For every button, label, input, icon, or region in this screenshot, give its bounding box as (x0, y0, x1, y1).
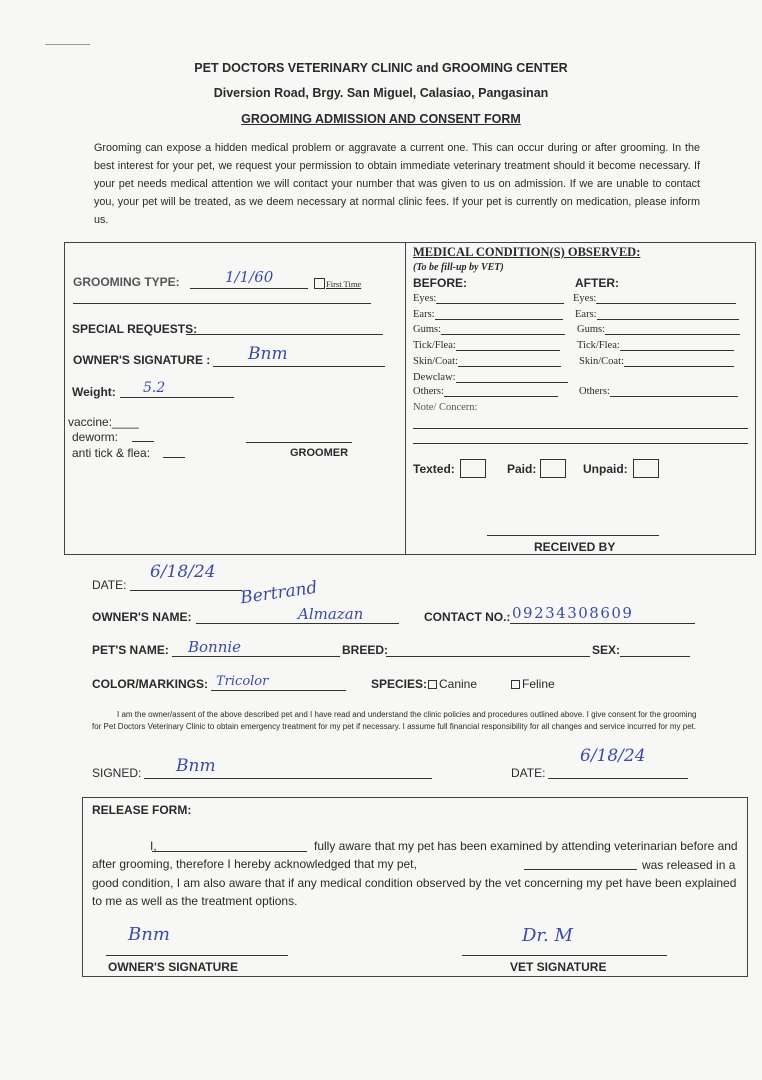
before-gums: Gums: (413, 324, 565, 335)
after-ears: Ears: (575, 309, 739, 320)
canine-checkbox[interactable] (428, 680, 437, 689)
medical-condition-subtitle: (To be fill-up by VET) (413, 262, 504, 273)
signed-value: Bnm (176, 756, 216, 776)
note-line-1[interactable] (413, 428, 748, 429)
signed-label: SIGNED: (92, 766, 142, 780)
received-by-line[interactable] (487, 535, 659, 536)
intro-paragraph: Grooming can expose a hidden medical problem or aggravate a current one. This can occur during or after grooming. In the best interest for your pet, we request your permission to obtain immediate veterinary treatment should it become necessary. If your pet needs medical attention we will contact your number that was given to us on admission. If we are unable to contact you, your pet will be treated, as we deem necessary at normal clinic fees. If your pet is currently on medication, please inform us. (94, 142, 700, 226)
contact-label: CONTACT NO.: (424, 610, 511, 624)
owner-signature-field[interactable] (213, 366, 385, 367)
release-text-2: was released in a good condition, I am also aware that if any medical condition observed by the vet concerning my pet have been explained to me as well as the treatment options. (92, 858, 737, 908)
before-skin-coat-field[interactable] (458, 366, 561, 367)
after-gums-field[interactable] (605, 334, 740, 335)
weight-field[interactable] (120, 397, 234, 398)
pet-name-field[interactable] (172, 656, 340, 657)
date-field[interactable] (130, 590, 242, 591)
weight-label: Weight: (72, 385, 116, 399)
after-eyes-field[interactable] (596, 303, 736, 304)
clinic-name: PET DOCTORS VETERINARY CLINIC and GROOMING CENTER (194, 61, 568, 75)
owner-release-signature-label: OWNER'S SIGNATURE (108, 960, 238, 974)
consent-date-field[interactable] (548, 778, 688, 779)
after-gums: Gums: (577, 324, 740, 335)
breed-label: BREED: (342, 643, 389, 657)
consent-date-value: 6/18/24 (580, 746, 646, 766)
before-skin-coat: Skin/Coat: (413, 356, 561, 367)
consent-text: I am the owner/assent of the above described pet and I have read and understand the clinic policies and procedures outlined above. I give consent for the grooming for Pet Doctors Veterinary Clinic to obtain emergency treatment for my pet if necessary. I assume full financial responsibility for all changes and service incurred for my pet. (92, 710, 697, 731)
first-time-label: First Time (326, 279, 362, 289)
species-label: SPECIES: (371, 677, 428, 691)
before-tick-flea-field[interactable] (456, 350, 560, 351)
before-gums-field[interactable] (441, 334, 565, 335)
unpaid-label: Unpaid: (583, 462, 628, 476)
before-eyes: Eyes: (413, 293, 564, 304)
box-divider (405, 242, 406, 554)
feline-checkbox[interactable] (511, 680, 520, 689)
weight-value: 5.2 (143, 380, 166, 396)
contact-value: 09234308609 (512, 604, 634, 622)
before-tick-flea: Tick/Flea: (413, 340, 560, 351)
vet-signature-value: Dr. M (522, 925, 573, 946)
texted-checkbox[interactable] (460, 459, 486, 478)
unpaid-checkbox[interactable] (633, 459, 659, 478)
after-tick-flea: Tick/Flea: (577, 340, 734, 351)
owner-release-signature-value: Bnm (128, 924, 170, 945)
before-ears: Ears: (413, 309, 563, 320)
dewclaw: Dewclaw: (413, 372, 568, 383)
owner-release-signature-line[interactable] (106, 955, 288, 956)
vaccine-label: vaccine:____ (68, 415, 139, 429)
date-label: DATE: (92, 578, 127, 592)
color-markings-label: COLOR/MARKINGS: (92, 677, 208, 691)
sex-label: SEX: (592, 643, 621, 657)
release-i-label: I, (150, 839, 157, 853)
after-tick-flea-field[interactable] (620, 350, 734, 351)
medical-condition-title: MEDICAL CONDITION(S) OBSERVED: (413, 245, 641, 259)
owner-name-correction: Bertrand (238, 577, 319, 609)
owner-signature-label: OWNER'S SIGNATURE : (73, 353, 211, 367)
signed-field[interactable] (144, 778, 432, 779)
others-after: Others: (579, 386, 738, 397)
deworm-label: deworm: (72, 430, 119, 444)
grooming-type-field[interactable] (190, 288, 308, 289)
dewclaw-field[interactable] (456, 382, 568, 383)
anti-tick-field[interactable] (163, 457, 185, 458)
groomer-line (246, 442, 352, 443)
others-before-field[interactable] (444, 396, 558, 397)
after-eyes: Eyes: (573, 293, 736, 304)
paid-checkbox[interactable] (540, 459, 566, 478)
after-skin-coat: Skin/Coat: (579, 356, 734, 367)
color-markings-field[interactable] (211, 690, 346, 691)
special-requests-field[interactable] (186, 334, 383, 335)
after-label: AFTER: (575, 276, 619, 290)
deworm-field[interactable] (132, 441, 154, 442)
before-eyes-field[interactable] (436, 303, 564, 304)
owner-signature-value: Bnm (248, 344, 288, 364)
before-label: BEFORE: (413, 276, 467, 290)
others-before: Others: (413, 386, 558, 397)
grooming-type-label: GROOMING TYPE: (73, 275, 180, 289)
owner-name-label: OWNER'S NAME: (92, 610, 192, 624)
date-value: 6/18/24 (150, 562, 216, 582)
pet-name-label: PET'S NAME: (92, 643, 169, 657)
feline-option[interactable]: Feline (511, 677, 555, 691)
vet-signature-label: VET SIGNATURE (510, 960, 607, 974)
before-ears-field[interactable] (435, 319, 563, 320)
color-markings-value: Tricolor (216, 674, 269, 689)
after-skin-coat-field[interactable] (624, 366, 734, 367)
paid-label: Paid: (507, 462, 537, 476)
pet-name-value: Bonnie (188, 638, 242, 656)
vet-signature-line[interactable] (462, 955, 667, 956)
sex-field[interactable] (620, 656, 690, 657)
groomer-label: GROOMER (290, 447, 349, 459)
grooming-type-value: 1/1/60 (225, 268, 274, 286)
contact-field[interactable] (510, 623, 695, 624)
after-ears-field[interactable] (597, 319, 739, 320)
release-text-1: fully aware that my pet has been examined by attending veterinarian before and after grooming, therefore I hereby acknowledged that my pet, (92, 839, 738, 871)
received-by-label: RECEIVED BY (534, 540, 616, 554)
clinic-address: Diversion Road, Brgy. San Miguel, Calasiao, Pangasinan (213, 86, 549, 100)
first-time-checkbox[interactable] (314, 278, 325, 289)
anti-tick-label: anti tick & flea: (72, 446, 151, 460)
texted-label: Texted: (413, 462, 455, 476)
note-concern-label: Note/ Concern: (413, 402, 478, 413)
grooming-type-line2 (73, 303, 371, 304)
canine-option[interactable]: Canine (428, 677, 477, 691)
breed-field[interactable] (386, 656, 590, 657)
scan-mark (45, 44, 90, 45)
consent-date-label: DATE: (511, 766, 546, 780)
release-title: RELEASE FORM: (92, 803, 192, 817)
form-title: GROOMING ADMISSION AND CONSENT FORM (241, 112, 521, 126)
owner-name-field[interactable] (196, 623, 399, 624)
note-line-2[interactable] (413, 443, 748, 444)
owner-name-value: Almazan (298, 605, 364, 623)
others-after-field[interactable] (610, 396, 738, 397)
special-requests-label: SPECIAL REQUESTS: (72, 322, 198, 336)
